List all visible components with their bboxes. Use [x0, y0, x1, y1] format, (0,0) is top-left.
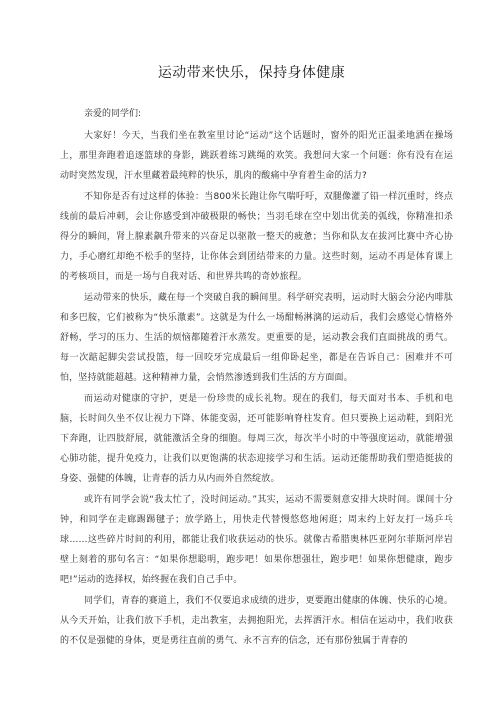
paragraph-4: 而运动对健康的守护，更是一份珍贵的成长礼物。现在的我们，每天面对书本、手机和电脑，长时间久坐不仅让视力下降、体能变弱，还可能影响脊柱发育。但只要换上运动鞋，到阳光下奔跑，让四肢舒展，就能激活全身的细胞。每周三次，每次半小时的中等强度运动，就能增强心肺功能，提升免疫力，让我们以更饱满的状态迎接学习和生活。运动还能帮助我们塑造挺拔的身姿、强健的体魄，让青春的活力从内而外自然绽放。 — [60, 393, 453, 485]
paragraph-2: 不知你是否有过这样的体验：当800米长跑让你气喘吁吁，双腿像灌了铅一样沉重时，终点线前的最后冲刺，会让你感受到冲破极限的畅快；当羽毛球在空中划出优美的弧线，你精准扣杀得分的瞬间，肾上腺素飙升带来的兴奋足以驱散一整天的疲惫；当你和队友在拔河比赛中齐心协力，手心磨红却绝不松手的坚持，让你体会到团结带来的力量。这些时刻，运动不再是体育课上的考核项目，而是一场与自我对话、和世界共鸣的奇妙旅程。 — [60, 191, 453, 283]
greeting-line: 亲爱的同学们: — [84, 109, 142, 119]
paragraph-5: 或许有同学会说“我太忙了，没时间运动。”其实，运动不需要刻意安排大块时间。课间十分钟，和同学在走廊踢踢毽子；放学路上，用快走代替慢悠悠地闲逛；周末约上好友打一场乒乓球……这些碎片时间的利用，都能让我们收获运动的快乐。就像古希腊奥林匹亚阿尔菲斯河岸岩壁上刻着的那句名言：“如果你想聪明，跑步吧！如果你想强壮，跑步吧！如果你想健康，跑步吧!”运动的选择权，始终握在我们自己手中。 — [60, 494, 453, 586]
paragraph-6: 同学们，青春的赛道上，我们不仅要追求成绩的进步，更要跑出健康的体魄、快乐的心境。从今天开始，让我们放下手机，走出教室，去拥抱阳光，去挥洒汗水。相信在运动中，我们收获的不仅是强健的身体，更是勇往直前的勇气、永不言弃的信念，还有那份独属于青春的 — [60, 595, 453, 647]
paragraph-3: 运动带来的快乐，藏在每一个突破自我的瞬间里。科学研究表明，运动时大脑会分泌内啡肽和多巴胺，它们被称为“快乐激素”。这就是为什么一场酣畅淋漓的运动后，我们会感觉心情格外舒畅，学习的压力、生活的烦恼都随着汗水蒸发。更重要的是，运动教会我们直面挑战的勇气。每一次踮起脚尖尝试投篮，每一回咬牙完成最后一组仰卧起坐，都是在告诉自己：困难并不可怕，坚持就能超越。这种精神力量，会悄然渗透到我们生活的方方面面。 — [60, 292, 453, 384]
paragraph-1: 大家好！今天，当我们坐在教室里讨论“运动”这个话题时，窗外的阳光正温柔地洒在操场上，那里奔跑着追逐篮球的身影，跳跃着练习跳绳的欢笑。我想问大家一个问题：你有没有在运动时突然发现，汗水里藏着最纯粹的快乐，肌肉的酸痛中孕育着生命的活力? — [60, 131, 453, 182]
document-title: 运动带来快乐，保持身体健康 — [157, 65, 346, 81]
